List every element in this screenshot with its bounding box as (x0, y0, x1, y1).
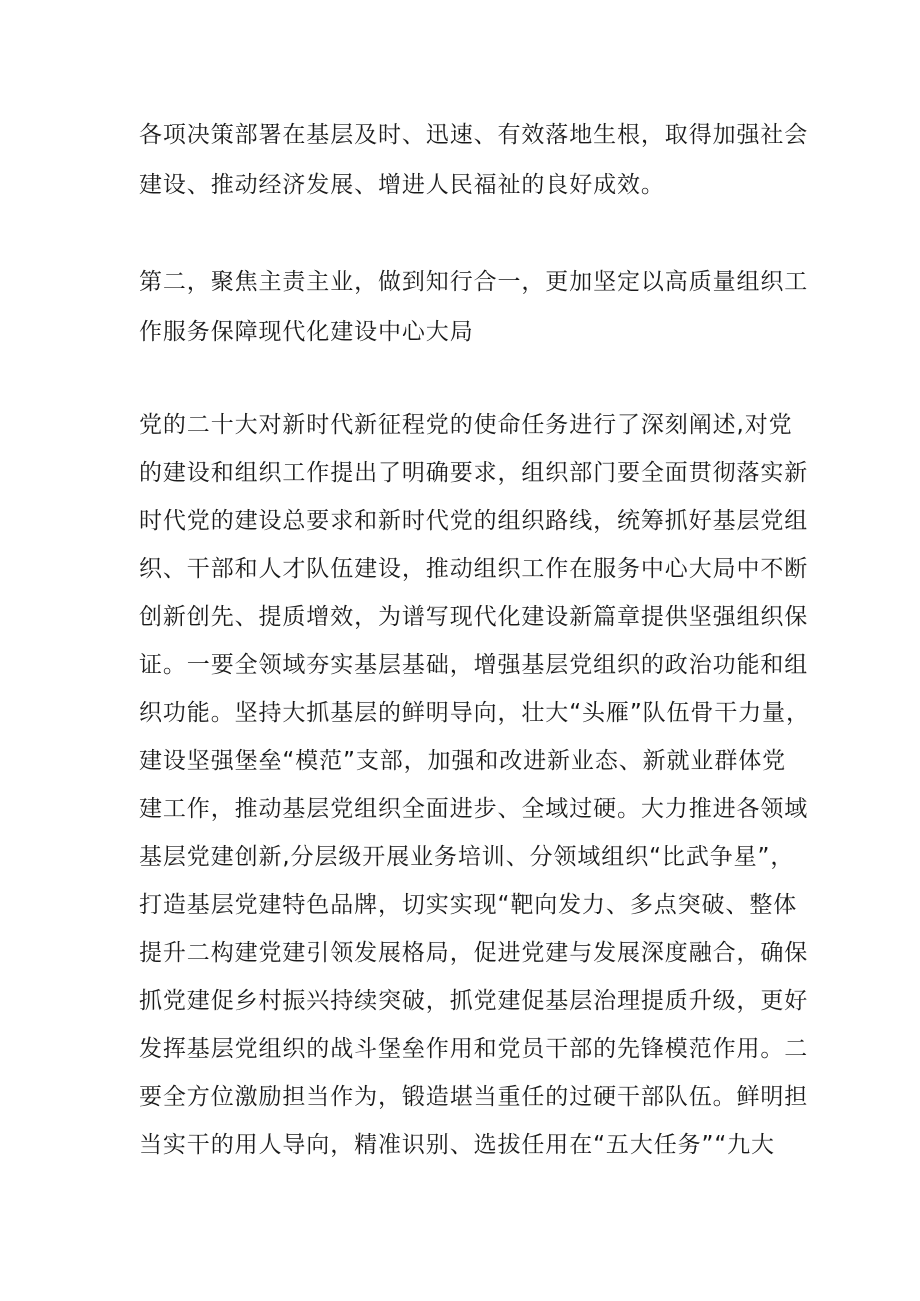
heading-line: 第二，聚焦主责主业，做到知行合一，更加坚定以高质量组织工 (139, 269, 809, 295)
paragraph-line: 各项决策部署在基层及时、迅速、有效落地生根，取得加强社会 (139, 122, 809, 148)
paragraph-line: 提升二构建党建引领发展格局，促进党建与发展深度融合，确保 (139, 940, 809, 966)
paragraph-line: 要全方位激励担当作为，锻造堪当重任的过硬干部队伍。鲜明担 (139, 1084, 809, 1110)
paragraph-line: 的建设和组织工作提出了明确要求，组织部门要全面贯彻落实新 (139, 460, 809, 486)
paragraph-line: 织、干部和人才队伍建设，推动组织工作在服务中心大局中不断 (139, 556, 809, 582)
paragraph-line: 建设、推动经济发展、增进人民福祉的良好成效。 (139, 172, 665, 198)
paragraph-line: 建设坚强堡垒“模范”支部，加强和改进新业态、新就业群体党 (139, 748, 787, 774)
paragraph-line: 创新创先、提质增效，为谱写现代化建设新篇章提供坚强组织保 (139, 604, 809, 630)
paragraph-line: 发挥基层党组织的战斗堡垒作用和党员干部的先锋模范作用。二 (139, 1036, 809, 1062)
paragraph-line: 抓党建促乡村振兴持续突破，抓党建促基层治理提质升级，更好 (139, 988, 809, 1014)
paragraph-line: 打造基层党建特色品牌，切实实现“靶向发力、多点突破、整体 (139, 892, 798, 918)
paragraph-line: 织功能。坚持大抓基层的鲜明导向，壮大“头雁”队伍骨干力量， (139, 700, 810, 726)
heading-line: 作服务保障现代化建设中心大局 (139, 319, 474, 345)
paragraph-line: 时代党的建设总要求和新时代党的组织路线，统筹抓好基层党组 (139, 508, 809, 534)
paragraph-line: 党的二十大对新时代新征程党的使命任务进行了深刻阐述,对党 (139, 412, 793, 438)
paragraph-line: 证。一要全领域夯实基层基础，增强基层党组织的政治功能和组 (139, 652, 809, 678)
paragraph-line: 当实干的用人导向，精准识别、选拔任用在“五大任务”“九大 (139, 1132, 775, 1158)
paragraph-line: 建工作，推动基层党组织全面进步、全域过硬。大力推进各领域 (139, 796, 809, 822)
paragraph-line: 基层党建创新,分层级开展业务培训、分领域组织“比武争星”， (139, 844, 795, 870)
